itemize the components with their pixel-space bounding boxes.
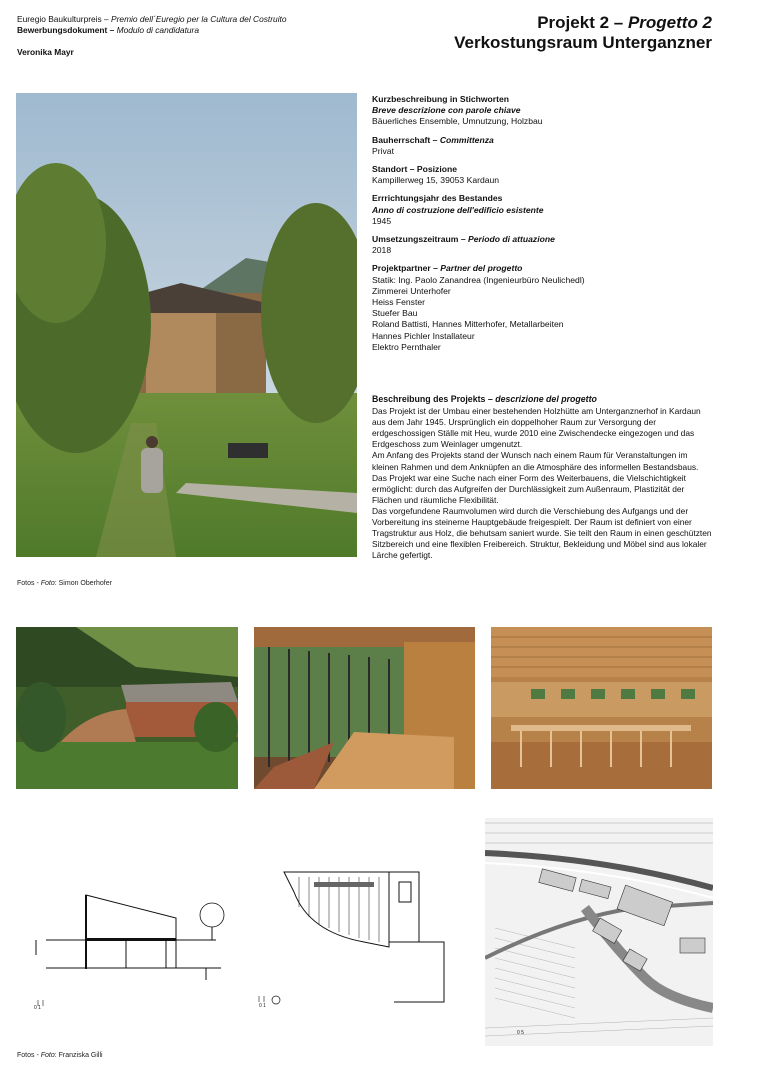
scale-label-site: 0 5 — [517, 1030, 524, 1036]
scale-label-plan: 0 1 — [259, 1003, 266, 1009]
info-year-built: Errrichtungsjahr des Bestandes Anno di costruzione dell'edificio esistente 1945 — [372, 193, 544, 226]
vineyard-photo-illustration — [16, 627, 238, 789]
partner-item: Stuefer Bau — [372, 308, 418, 319]
floor-plan-svg — [254, 862, 475, 1012]
info-location: Standort – Posizione Kampillerweg 15, 39053 Kardaun — [372, 164, 500, 186]
section-drawing-svg — [16, 880, 238, 1020]
main-photo-garden — [16, 93, 357, 557]
site-plan-drawing — [485, 818, 713, 1046]
partner-item: Zimmerei Unterhofer — [372, 285, 451, 296]
info-period: Umsetzungszeitraum – Periodo di attuazione 2018 — [372, 234, 555, 256]
photo-interior-window — [254, 627, 475, 789]
author-name: Veronika Mayr — [17, 47, 74, 57]
photo-interior-tables — [491, 627, 712, 789]
partner-item: Elektro Pernthaler — [372, 341, 441, 352]
photo-exterior-vineyard — [16, 627, 238, 789]
garden-photo-illustration — [16, 93, 357, 557]
description-paragraph: Das vorgefundene Raumvolumen wird durch die Verschiebung des Aufgangs und der Vorbereitung ins steinerne Hauptgebäude freigespielt. Der Raum ist definiert von einer Tragstruktur aus Holz, die behutsam saniert wurde. Sie teilt den Raum in einen geschützten Sitzbereich und eine flexiblen Freibereich. Struktur, Bekleidung und Möbel sind aus lokaler Lärche gefertigt. — [372, 505, 712, 561]
partner-item: Statik: Ing. Paolo Zanandrea (Ingenieurbüro Neulichedl) — [372, 274, 585, 285]
project-description — [372, 394, 716, 561]
info-keywords: Kurzbeschreibung in Stichworten Breve descrizione con parole chiave Bäuerliches Ensemble, Umnutzung, Holzbau — [372, 94, 543, 127]
interior-tables-illustration — [491, 627, 712, 789]
interior-window-illustration — [254, 627, 475, 789]
description-title: Beschreibung des Projekts – descrizione del progetto — [372, 394, 597, 404]
info-column — [372, 94, 732, 360]
description-paragraph: Am Anfang des Projekts stand der Wunsch nach einem Raum für Veranstaltungen im kleinen Rahmen und dem Anknüpfen an die Atmosphäre des informellen Bestandsbaus. — [372, 450, 699, 472]
info-client: Bauherrschaft – Committenza Privat — [372, 134, 494, 156]
section-drawing — [16, 880, 238, 1020]
project-title: Verkostungsraum Unterganzner — [454, 33, 712, 52]
partner-item: Roland Battisti, Hannes Mitterhofer, Metallarbeiten — [372, 319, 564, 330]
description-paragraph: Das Projekt war eine Suche nach einer Form des Weiterbauens, die Vielschichtigkeit ermöglicht: durch das Aufgreifen der Durchlässigkeit zum Außenraum, Plastizität der Flächen und räumliche Flexibilität. — [372, 472, 686, 505]
site-plan-svg — [485, 818, 713, 1046]
document-line: Bewerbungsdokument – Modulo di candidatura — [17, 25, 200, 35]
description-paragraph: Das Projekt ist der Umbau einer bestehenden Holzhütte am Unterganznerhof in Kardaun aus dem Jahr 1945. Ursprünglich ein doppelhoher Raum zur Versorgung der erdgeschossigen Ställe mit Heu, wurde 2010 eine Zwischendecke eingezogen und das Erdgeschoss zum Weinlager umgenutzt. — [372, 406, 701, 450]
project-number: Projekt 2 – Progetto 2 — [537, 13, 712, 32]
scale-label-section: 0 1 — [34, 1005, 41, 1011]
photo-credit-top: Fotos - Foto: Simon Oberhofer — [17, 580, 112, 587]
partner-item: Hannes Pichler Installateur — [372, 330, 475, 341]
header-right — [352, 13, 712, 53]
prize-line: Euregio Baukulturpreis – Premio dell´Euregio per la Cultura del Costruito — [17, 14, 287, 24]
floor-plan-drawing — [254, 862, 475, 1012]
photo-credit-bottom: Fotos - Foto: Franziska Gilli — [17, 1052, 103, 1059]
info-partners: Projektpartner – Partner del progetto Statik: Ing. Paolo Zanandrea (Ingenieurbüro Neulichedl) Zimmerei Unterhofer Heiss Fenster Stuefer Bau Roland Battisti, Hannes Mitterhofer, Metallarbeiten Hannes Pichler Installateur Elektro Pernthaler — [372, 263, 732, 353]
partner-item: Heiss Fenster — [372, 297, 426, 308]
